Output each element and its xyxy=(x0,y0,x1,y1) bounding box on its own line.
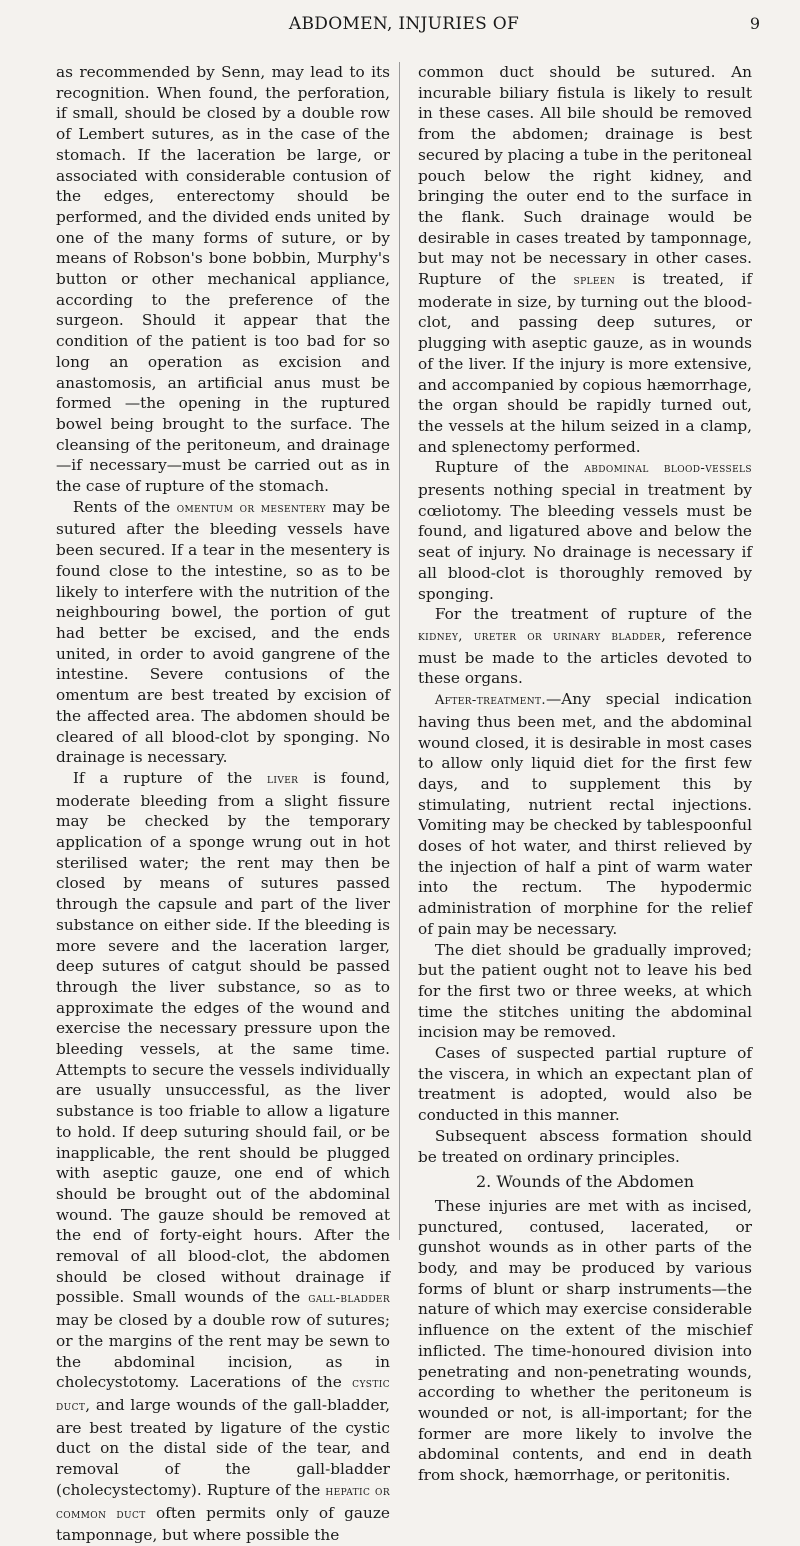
paragraph: The diet should be gradually improved; but the patient ought not to leave his bed for the first two or three weeks, at which time the stitches uniting the abdominal incision may be removed. xyxy=(418,940,752,1042)
page-number: 9 xyxy=(749,14,760,33)
text-columns xyxy=(56,62,752,1546)
running-header: ABDOMEN, INJURIES OF xyxy=(288,14,520,34)
left-column xyxy=(56,62,390,1546)
paragraph: Subsequent abscess formation should be treated on ordinary principles. xyxy=(418,1126,752,1166)
paragraph: Cases of suspected partial rupture of the viscera, in which an expectant plan of treatment is adopted, would also be conducted in this manner. xyxy=(418,1044,752,1125)
paragraph: Rupture of the abdominal blood-vessels presents nothing special in treatment by cœliotomy. The bleeding vessels must be found, and ligatured above and below the seat of injury. No drainage is necessary if all blood-clot is thoroughly removed by sponging. xyxy=(418,458,752,603)
paragraph: If a rupture of the liver is found, moderate bleeding from a slight fissure may be checked by the temporary application of a sponge wrung out in hot sterilised water; the rent may then be closed by means of sutures passed through the capsule and part of the liver substance on either side. If the bleeding is more severe and the laceration larger, deep sutures of catgut should be passed through the liver substance, so as to approximate the edges of the wound and exercise the necessary pressure upon the bleeding vessels, at the same time. Attempts to secure the vessels individually are usually unsuccessful, as the liver substance is too friable to allow a ligature to hold. If deep suturing should fail, or be inapplicable, the rent should be plugged with aseptic gauze, one end of which should be brought out of the abdominal wound. The gauze should be removed at the end of forty-eight hours. After the removal of all blood-clot, the abdomen should be closed without drainage if possible. Small wounds of the gall-bladder may be closed by a double row of sutures; or the margins of the rent may be sewn to the abdominal incision, as in cholecystotomy. Lacerations of the cystic duct, and large wounds of the gall-bladder, are best treated by ligature of the cystic duct on the distal side of the tear, and removal of the gall-bladder (cholecystectomy). Rupture of the hepatic or common duct often permits only of gauze tamponnage, but where possible the xyxy=(56,768,390,1545)
right-column xyxy=(418,62,752,1546)
paragraph: common duct should be sutured. An incurable biliary fistula is likely to result in these cases. All bile should be removed from the abdomen; drainage is best secured by placing a tube in the peritoneal pouch below the right kidney, and bringing the outer end to the surface in the flank. Such drainage would be desirable in cases treated by tamponnage, but may not be necessary in other cases. Rupture of the spleen is treated, if moderate in size, by turning out the blood-clot, and passing deep sutures, or plugging with aseptic gauze, as in wounds of the liver. If the injury is more extensive, and accompanied by copious hæmorrhage, the organ should be rapidly turned out, the vessels at the hilum seized in a clamp, and splenectomy performed. xyxy=(418,63,752,456)
paragraph: Rents of the omentum or mesentery may be sutured after the bleeding vessels have been secured. If a tear in the mesentery is found close to the intestine, so as to be likely to interfere with the nutrition of the neighbouring bowel, the portion of gut had better be excised, and the ends united, in order to avoid gangrene of the intestine. Severe contusions of the omentum are best treated by excision of the affected area. The abdomen should be cleared of all blood-clot by sponging. No drainage is necessary. xyxy=(56,497,391,767)
paragraph: These injuries are met with as incised, punctured, contused, lacerated, or gunshot wounds as in other parts of the body, and may be produced by various forms of blunt or sharp instruments—the nature of which may exercise considerable influence on the extent of the mischief inflicted. The time-honoured division into penetrating and non-penetrating wounds, according to whether the peritoneum is wounded or not, is all-important; for the former are more likely to involve the abdominal contents, and end in death from shock, hæmorrhage, or peritonitis. xyxy=(418,1196,752,1485)
paragraph: as recommended by Senn, may lead to its recognition. When found, the perforation, if small, should be closed by a double row of Lembert sutures, as in the case of the stomach. If the laceration be large, or associated with considerable contusion of the edges, enterectomy should be performed, and the divided ends united by one of the many forms of suture, or by means of Robson's bone bobbin, Murphy's button or other mechanical appliance, according to the preference of the surgeon. Should it appear that the condition of the patient is too bad for so long an operation as excision and anastomosis, an artificial anus must be formed —the opening in the ruptured bowel being brought to the surface. The cleansing of the peritoneum, and drainage—if necessary—must be carried out as in the case of rupture of the stomach. xyxy=(56,63,390,496)
paragraph: After-treatment.—Any special indication having thus been met, and the abdominal wound closed, it is desirable in most cases to allow only liquid diet for the first few days, and to supplement this by stimulating, nutrient rectal injections. Vomiting may be checked by tablespoonful doses of hot water, and thirst relieved by the injection of half a pint of warm water into the rectum. The hypodermic administration of morphine for the relief of pain may be necessary. xyxy=(418,690,752,938)
paragraph: For the treatment of rupture of the kidney, ureter or urinary bladder, reference must be made to the articles devoted to these organs. xyxy=(418,605,752,688)
section-heading: 2. Wounds of the Abdomen xyxy=(475,1172,695,1192)
